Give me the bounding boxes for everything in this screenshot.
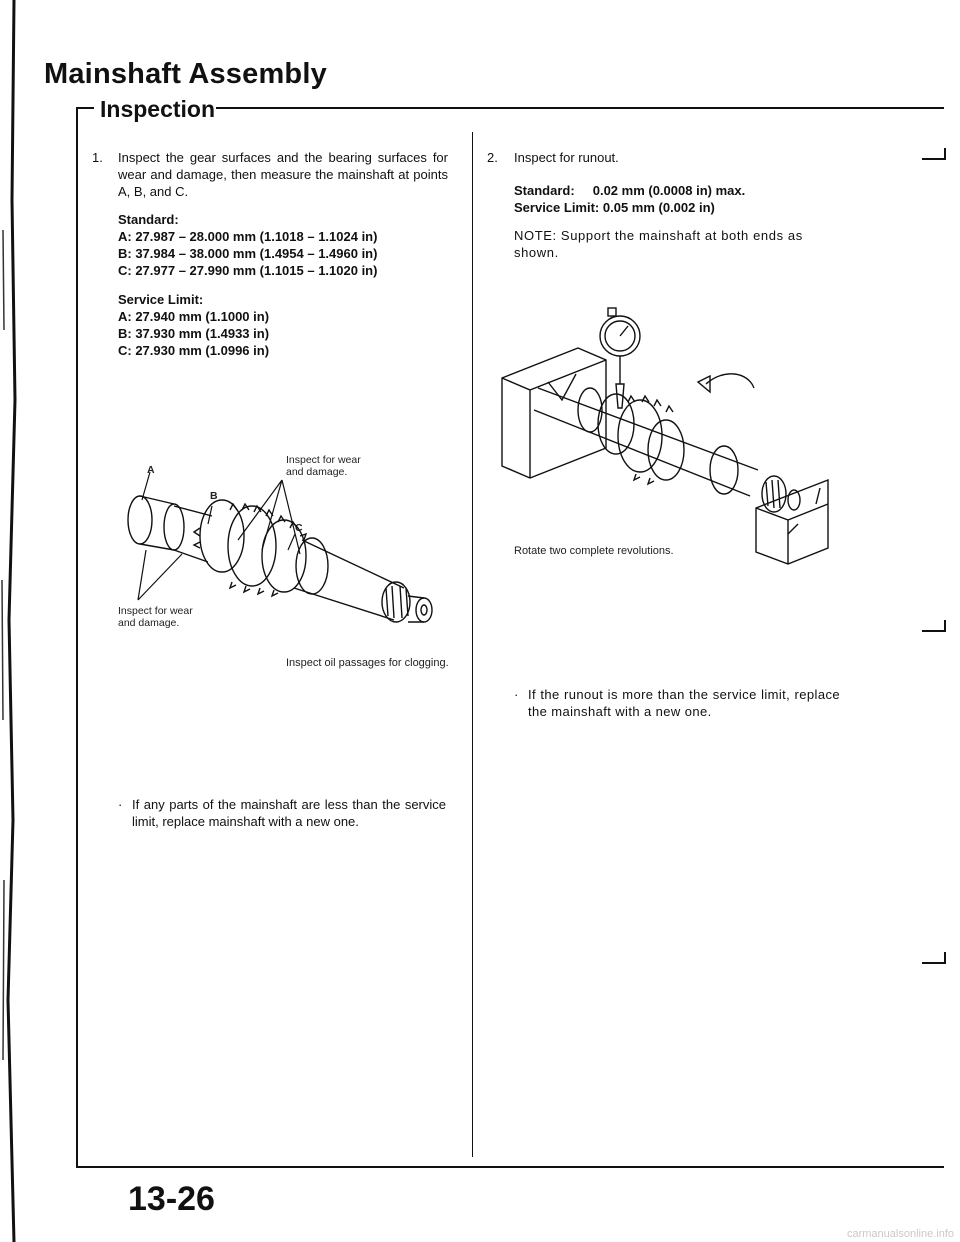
bullet-mark: · (514, 687, 519, 702)
runout-standard: Standard: 0.02 mm (0.0008 in) max. (514, 183, 746, 198)
figure-caption-left: Inspect oil passages for clogging. (286, 657, 449, 669)
service-limit-label: Service Limit: (118, 292, 204, 307)
frame-bottom (76, 1166, 944, 1168)
standard-a: A: 27.987 – 28.000 mm (1.1018 – 1.1024 in) (118, 229, 378, 244)
standard-label: Standard: (118, 212, 179, 227)
mainshaft-illustration (112, 470, 442, 640)
frame-left (76, 108, 78, 1168)
runout-service-limit: Service Limit: 0.05 mm (0.002 in) (514, 200, 715, 215)
section-rule-right (216, 107, 944, 109)
step-number: 1. (92, 150, 103, 165)
page-number: 13-26 (128, 1180, 215, 1218)
section-rule-left (76, 107, 94, 109)
figure-caption-right: Rotate two complete revolutions. (514, 545, 674, 557)
callout-top: Inspect for wear and damage. (286, 454, 361, 478)
label-c: C (295, 522, 303, 534)
binder-edge (0, 0, 24, 1242)
callout-bottom: Inspect for wear and damage. (118, 605, 193, 629)
service-limit-a: A: 27.940 mm (1.1000 in) (118, 309, 270, 324)
standard-b: B: 37.984 – 38.000 mm (1.4954 – 1.4960 in) (118, 246, 378, 261)
step-text: Inspect the gear surfaces and the bearing surfaces for wear and damage, then measure the mainshaft at points A, B, and C. (118, 150, 448, 199)
page-title: Mainshaft Assembly (44, 58, 327, 90)
bullet-text-left: If any parts of the mainshaft are less than the service limit, replace mainshaft with a new one. (132, 797, 446, 829)
step-text: Inspect for runout. (514, 150, 619, 165)
section-title: Inspection (100, 96, 216, 122)
corner-mark (922, 148, 946, 160)
bullet-mark: · (118, 797, 123, 812)
watermark: carmanualsonline.info (846, 1228, 954, 1240)
corner-mark (922, 952, 946, 964)
standard-c: C: 27.977 – 27.990 mm (1.1015 – 1.1020 in) (118, 263, 378, 278)
service-limit-b: B: 37.930 mm (1.4933 in) (118, 326, 270, 341)
corner-mark (922, 620, 946, 632)
column-divider (472, 132, 473, 1157)
note-text: NOTE: Support the mainshaft at both ends as shown. (514, 228, 803, 260)
service-limit-c: C: 27.930 mm (1.0996 in) (118, 343, 270, 358)
bullet-text-right: If the runout is more than the service limit, replace the mainshaft with a new one. (528, 687, 840, 719)
label-a: A (147, 464, 155, 476)
step-number: 2. (487, 150, 498, 165)
label-b: B (210, 490, 218, 502)
